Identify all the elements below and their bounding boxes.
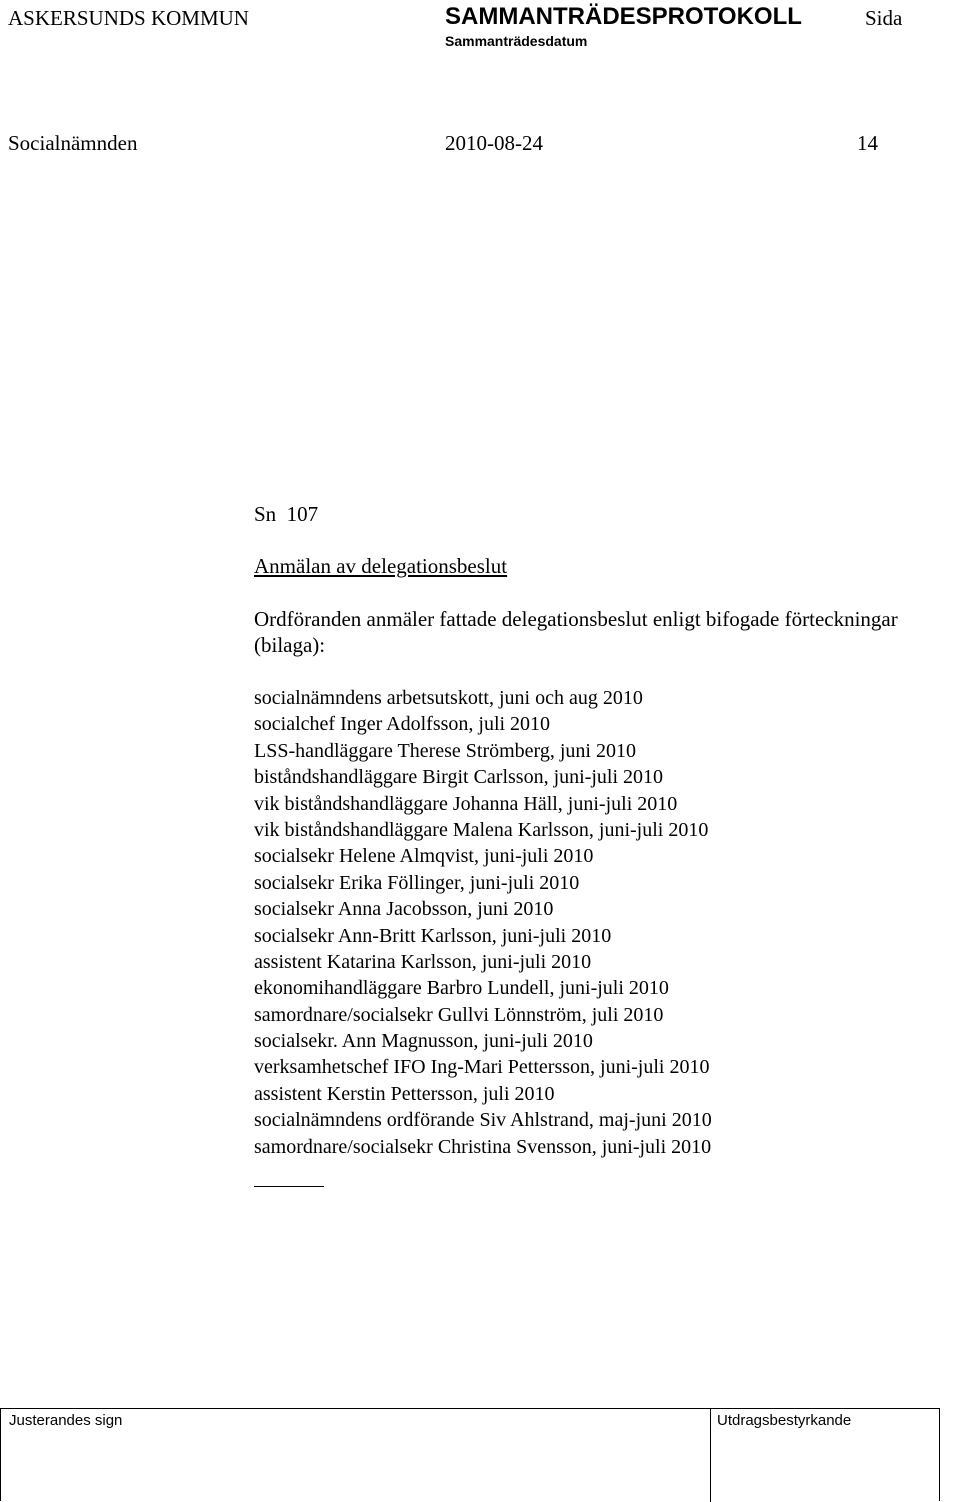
adjuster-signature-label: Justerandes sign — [9, 1412, 123, 1429]
extract-certification-label: Utdragsbestyrkande — [717, 1412, 852, 1429]
list-item: assistent Kerstin Pettersson, juli 2010 — [254, 1082, 555, 1105]
list-item: vik biståndshandläggare Johanna Häll, juni-juli 2010 — [254, 792, 678, 815]
intro-paragraph: Ordföranden anmäler fattade delegationsbeslut enligt bifogade förteckningar (bilaga): — [254, 607, 898, 657]
list-item: socialchef Inger Adolfsson, juli 2010 — [254, 713, 551, 736]
list-item: socialsekr Helene Almqvist, juni-juli 2010 — [254, 845, 594, 868]
list-item: socialnämndens ordförande Siv Ahlstrand, maj-juni 2010 — [254, 1109, 712, 1132]
section-end-rule — [254, 1186, 324, 1187]
list-item: socialsekr Anna Jacobsson, juni 2010 — [254, 898, 554, 921]
meeting-date: 2010-08-24 — [445, 131, 543, 155]
list-item: verksamhetschef IFO Ing-Mari Pettersson, juni-juli 2010 — [254, 1056, 710, 1079]
section-subject: Anmälan av delegationsbeslut — [254, 554, 508, 578]
footer-divider — [710, 1409, 711, 1502]
list-item: socialsekr Ann-Britt Karlsson, juni-juli 2010 — [254, 924, 612, 947]
list-item: LSS-handläggare Therese Strömberg, juni 2010 — [254, 739, 636, 762]
section-number: Sn 107 — [254, 502, 319, 526]
signature-footer — [0, 1408, 940, 1501]
committee-name: Socialnämnden — [8, 131, 138, 155]
list-item: socialnämndens arbetsutskott, juni och aug 2010 — [254, 687, 643, 709]
meeting-date-label: Sammanträdesdatum — [445, 33, 588, 49]
list-item: ekonomihandläggare Barbro Lundell, juni-juli 2010 — [254, 977, 669, 1000]
page-number: 14 — [857, 131, 878, 155]
list-item: assistent Katarina Karlsson, juni-juli 2010 — [254, 950, 592, 973]
delegation-list — [254, 685, 712, 1160]
list-item: samordnare/socialsekr Christina Svensson, juni-juli 2010 — [254, 1135, 712, 1158]
page-label: Sida — [865, 6, 903, 30]
organization-name: ASKERSUNDS KOMMUN — [8, 6, 249, 30]
list-item: vik biståndshandläggare Malena Karlsson, juni-juli 2010 — [254, 818, 709, 841]
list-item: socialsekr Erika Föllinger, juni-juli 2010 — [254, 871, 580, 894]
document-type-title: SAMMANTRÄDESPROTOKOLL — [445, 3, 802, 30]
list-item: biståndshandläggare Birgit Carlsson, juni-juli 2010 — [254, 766, 664, 789]
list-item: samordnare/socialsekr Gullvi Lönnström, juli 2010 — [254, 1003, 664, 1026]
list-item: socialsekr. Ann Magnusson, juni-juli 2010 — [254, 1030, 593, 1053]
